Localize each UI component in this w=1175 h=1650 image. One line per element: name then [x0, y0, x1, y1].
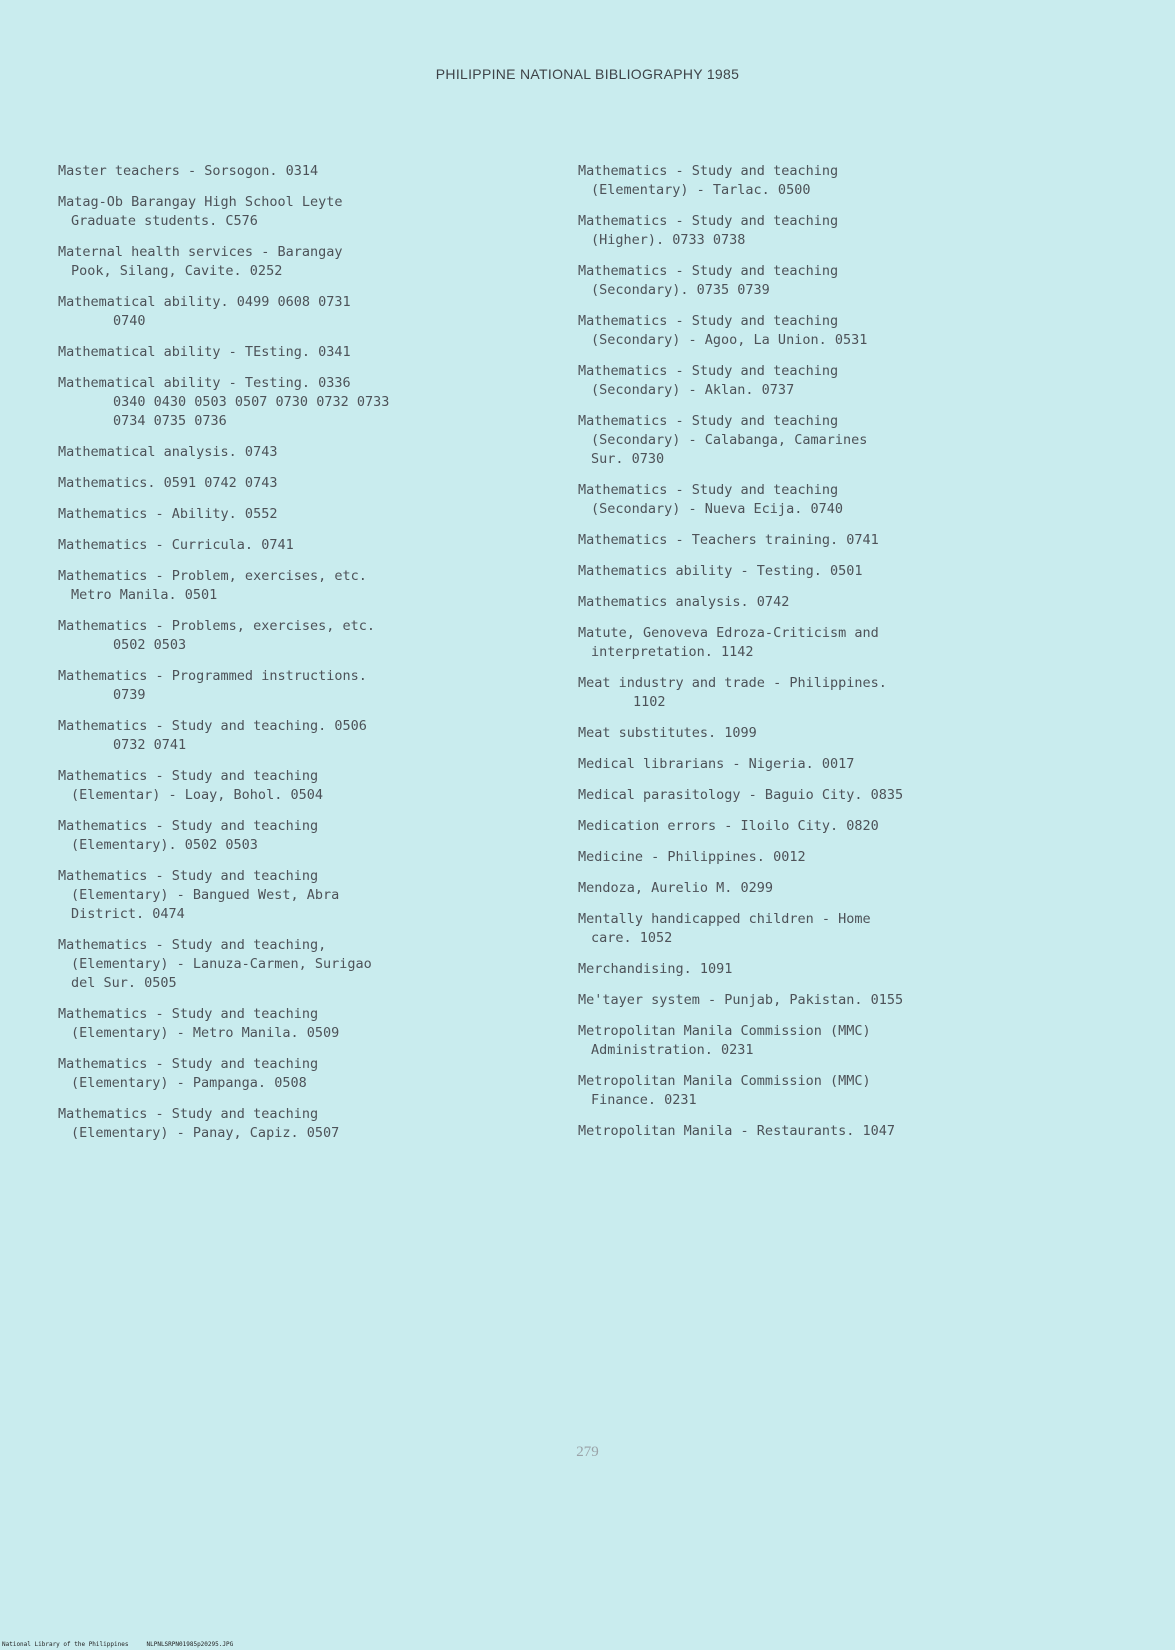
- entry-heading-line: Mathematics - Study and teaching: [578, 263, 839, 279]
- index-entry: [578, 412, 1148, 469]
- entry-heading-line: Mathematical ability. 0499 0608 0731: [58, 294, 351, 310]
- entry-heading-line: Mathematics - Study and teaching: [58, 1006, 319, 1022]
- entry-heading-line: Mathematics - Problems, exercises, etc.: [58, 618, 375, 634]
- entry-continuation-line: (Elementary). 0502 0503: [71, 837, 258, 853]
- entry-heading-line: Mathematics - Study and teaching: [58, 768, 319, 784]
- entry-continuation-line: 0740: [113, 313, 146, 329]
- index-entry: [58, 567, 558, 605]
- entry-heading-line: Mathematics - Study and teaching: [578, 213, 839, 229]
- index-entry: [58, 443, 558, 462]
- entry-heading-line: Mathematics - Study and teaching: [578, 163, 839, 179]
- entry-continuation-line: Pook, Silang, Cavite. 0252: [71, 263, 283, 279]
- index-entry: [58, 617, 558, 655]
- entry-heading-line: Metropolitan Manila - Restaurants. 1047: [578, 1123, 895, 1139]
- index-entry: [578, 362, 1148, 400]
- scan-footer-note: National Library of the Philippines NLPNLSRPN01985p20295.JPG: [2, 1641, 234, 1648]
- entry-heading-line: Mathematics - Programmed instructions.: [58, 668, 367, 684]
- index-entry: [58, 343, 558, 362]
- index-entry: [578, 1022, 1148, 1060]
- index-entry: [58, 536, 558, 555]
- index-entry: [58, 1055, 558, 1093]
- entry-heading-line: Meat substitutes. 1099: [578, 725, 757, 741]
- index-entry: [578, 848, 1148, 867]
- entry-heading-line: Mathematics - Study and teaching: [578, 313, 839, 329]
- entry-heading-line: Mathematics - Study and teaching: [58, 1106, 319, 1122]
- entry-continuation-line: (Elementary) - Bangued West, Abra: [71, 887, 340, 903]
- entry-heading-line: Matute, Genoveva Edroza-Criticism and: [578, 625, 879, 641]
- index-entry: [578, 1072, 1148, 1110]
- entry-continuation-line: (Higher). 0733 0738: [591, 232, 746, 248]
- index-entry: [578, 674, 1148, 712]
- entry-heading-line: Metropolitan Manila Commission (MMC): [578, 1073, 871, 1089]
- entry-continuation-line: 0734 0735 0736: [113, 413, 227, 429]
- entry-heading-line: Merchandising. 1091: [578, 961, 733, 977]
- entry-heading-line: Mathematics - Curricula. 0741: [58, 537, 294, 553]
- entry-continuation-line: Administration. 0231: [591, 1042, 754, 1058]
- index-entry: [578, 879, 1148, 898]
- entry-heading-line: Mendoza, Aurelio M. 0299: [578, 880, 774, 896]
- entry-continuation-line: 0502 0503: [113, 637, 187, 653]
- index-entry: [578, 262, 1148, 300]
- entry-continuation-line: (Secondary) - Agoo, La Union. 0531: [591, 332, 868, 348]
- index-entry: [578, 817, 1148, 836]
- entry-heading-line: Mathematics - Study and teaching. 0506: [58, 718, 367, 734]
- index-entry: [58, 243, 558, 281]
- entry-continuation-line: care. 1052: [591, 930, 673, 946]
- entry-heading-line: Mathematics. 0591 0742 0743: [58, 475, 278, 491]
- entry-continuation-line: del Sur. 0505: [71, 975, 177, 991]
- index-entry: [578, 481, 1148, 519]
- entry-heading-line: Mathematics - Study and teaching: [578, 363, 839, 379]
- bibliography-title: PHILIPPINE NATIONAL BIBLIOGRAPHY 1985: [435, 66, 740, 82]
- entry-heading-line: Mathematical analysis. 0743: [58, 444, 278, 460]
- entry-heading-line: Matag-Ob Barangay High School Leyte: [58, 194, 343, 210]
- entry-continuation-line: (Elementar) - Loay, Bohol. 0504: [71, 787, 323, 803]
- index-entry: [578, 624, 1148, 662]
- entry-heading-line: Mathematics - Teachers training. 0741: [578, 532, 879, 548]
- entry-continuation-line: 0340 0430 0503 0507 0730 0732 0733: [113, 394, 390, 410]
- index-entry: [578, 212, 1148, 250]
- entry-heading-line: Mathematics - Study and teaching: [58, 1056, 319, 1072]
- entry-heading-line: Mathematics - Study and teaching: [578, 413, 839, 429]
- index-entry: [578, 755, 1148, 774]
- index-entry: [578, 724, 1148, 743]
- entry-heading-line: Metropolitan Manila Commission (MMC): [578, 1023, 871, 1039]
- index-entry: [578, 593, 1148, 612]
- entry-heading-line: Mathematics - Study and teaching: [58, 868, 319, 884]
- index-entry: [58, 936, 558, 993]
- entry-continuation-line: District. 0474: [71, 906, 185, 922]
- entry-continuation-line: Graduate students. C576: [71, 213, 258, 229]
- entry-continuation-line: (Elementary) - Tarlac. 0500: [591, 182, 811, 198]
- index-entry: [578, 562, 1148, 581]
- index-entry: [578, 910, 1148, 948]
- page-number: 279: [576, 1444, 599, 1460]
- entry-continuation-line: 1102: [633, 694, 666, 710]
- index-entry: [578, 312, 1148, 350]
- entry-continuation-line: (Secondary). 0735 0739: [591, 282, 770, 298]
- entry-heading-line: Mathematics - Ability. 0552: [58, 506, 278, 522]
- index-entry: [58, 293, 558, 331]
- index-entry: [578, 1122, 1148, 1141]
- entry-continuation-line: (Secondary) - Calabanga, Camarines: [591, 432, 868, 448]
- entry-heading-line: Mathematics - Study and teaching: [58, 818, 319, 834]
- entry-continuation-line: (Secondary) - Nueva Ecija. 0740: [591, 501, 843, 517]
- index-entry: [58, 162, 558, 181]
- index-entry: [58, 867, 558, 924]
- entry-heading-line: Mathematics - Problem, exercises, etc.: [58, 568, 367, 584]
- entry-continuation-line: Metro Manila. 0501: [71, 587, 218, 603]
- page-header: [0, 66, 1175, 82]
- entry-continuation-line: (Elementary) - Panay, Capiz. 0507: [71, 1125, 340, 1141]
- index-entry: [58, 1005, 558, 1043]
- entry-heading-line: Medical librarians - Nigeria. 0017: [578, 756, 855, 772]
- index-entry: [58, 767, 558, 805]
- entry-continuation-line: Finance. 0231: [591, 1092, 697, 1108]
- entry-heading-line: Mentally handicapped children - Home: [578, 911, 871, 927]
- entry-heading-line: Mathematics - Study and teaching: [578, 482, 839, 498]
- entry-heading-line: Master teachers - Sorsogon. 0314: [58, 163, 319, 179]
- entry-heading-line: Medication errors - Iloilo City. 0820: [578, 818, 879, 834]
- entry-heading-line: Mathematics analysis. 0742: [578, 594, 790, 610]
- entry-continuation-line: (Secondary) - Aklan. 0737: [591, 382, 795, 398]
- index-entry: [58, 717, 558, 755]
- entry-continuation-line: 0732 0741: [113, 737, 187, 753]
- index-entry: [58, 193, 558, 231]
- entry-heading-line: Mathematical ability - TEsting. 0341: [58, 344, 351, 360]
- index-entry: [578, 960, 1148, 979]
- entry-heading-line: Mathematics - Study and teaching,: [58, 937, 327, 953]
- index-entry: [58, 505, 558, 524]
- entry-heading-line: Me'tayer system - Punjab, Pakistan. 0155: [578, 992, 904, 1008]
- index-entry: [578, 991, 1148, 1010]
- entry-heading-line: Medical parasitology - Baguio City. 0835: [578, 787, 904, 803]
- index-entry: [578, 162, 1148, 200]
- entry-heading-line: Medicine - Philippines. 0012: [578, 849, 806, 865]
- entry-heading-line: Mathematics ability - Testing. 0501: [578, 563, 863, 579]
- entry-continuation-line: (Elementary) - Pampanga. 0508: [71, 1075, 307, 1091]
- entry-heading-line: Mathematical ability - Testing. 0336: [58, 375, 351, 391]
- entry-continuation-line: (Elementary) - Lanuza-Carmen, Surigao: [71, 956, 372, 972]
- index-entry: [58, 374, 558, 431]
- index-entry: [58, 1105, 558, 1143]
- left-column: [58, 162, 558, 1155]
- entry-continuation-line: (Elementary) - Metro Manila. 0509: [71, 1025, 340, 1041]
- entry-continuation-line: interpretation. 1142: [591, 644, 754, 660]
- entry-heading-line: Meat industry and trade - Philippines.: [578, 675, 887, 691]
- right-column: [578, 162, 1148, 1153]
- index-entry: [58, 667, 558, 705]
- index-entry: [58, 817, 558, 855]
- index-entry: [58, 474, 558, 493]
- entry-continuation-line: 0739: [113, 687, 146, 703]
- entry-heading-line: Maternal health services - Barangay: [58, 244, 343, 260]
- index-entry: [578, 531, 1148, 550]
- index-entry: [578, 786, 1148, 805]
- entry-continuation-line: Sur. 0730: [591, 451, 665, 467]
